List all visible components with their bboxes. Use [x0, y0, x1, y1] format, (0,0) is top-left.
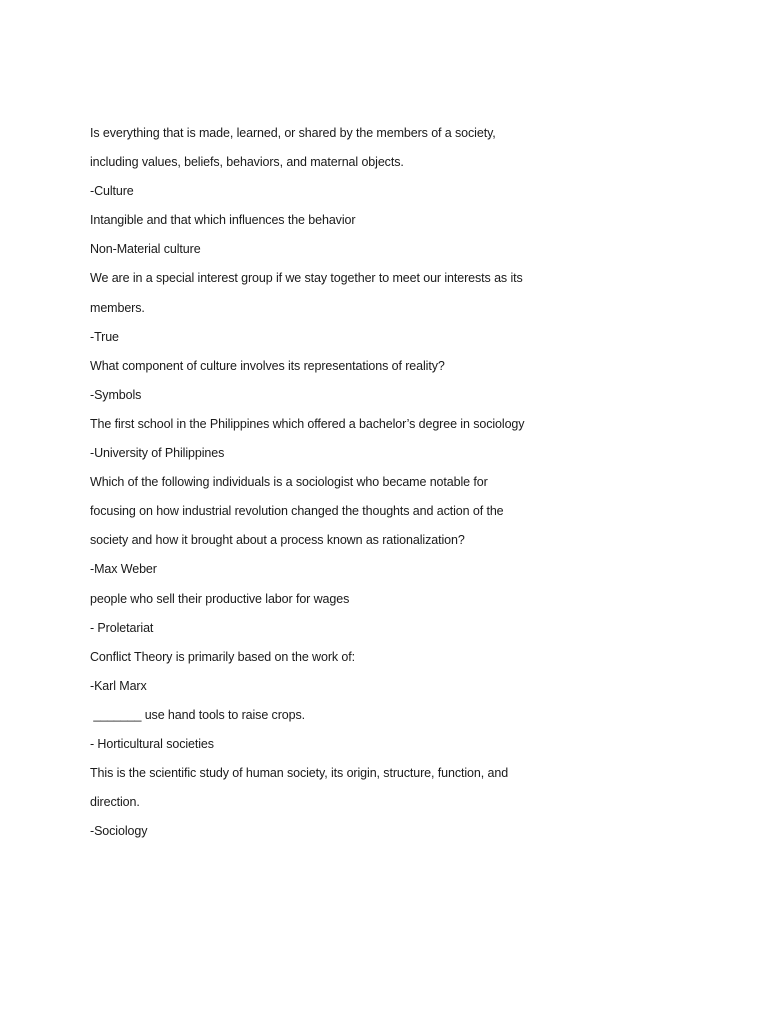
question-line: We are in a special interest group if we stay together to meet our interests as its [90, 271, 523, 286]
question-line: The first school in the Philippines which offered a bachelor’s degree in sociology [90, 416, 525, 431]
question-line: Is everything that is made, learned, or shared by the members of a society, [90, 126, 496, 140]
question-line: focusing on how industrial revolution changed the thoughts and action of the [90, 504, 504, 519]
question-line: Which of the following individuals is a sociologist who became notable for [90, 475, 488, 490]
answer-line: -Culture [90, 184, 134, 199]
question-line: _______ use hand tools to raise crops. [90, 707, 305, 722]
answer-line: - Horticultural societies [90, 736, 214, 751]
answer-line: -University of Philippines [90, 446, 225, 461]
question-line: members. [90, 300, 145, 315]
document-body [90, 119, 560, 846]
answer-line: -Karl Marx [90, 678, 147, 693]
question-line: What component of culture involves its representations of reality? [90, 358, 445, 373]
question-line: Conflict Theory is primarily based on the work of: [90, 649, 356, 664]
answer-line: -Sociology [90, 824, 148, 839]
question-line: Intangible and that which influences the behavior [90, 213, 356, 228]
answer-line: -True [90, 329, 119, 344]
answer-line: -Max Weber [90, 562, 157, 577]
question-line: including values, beliefs, behaviors, and maternal objects. [90, 155, 404, 170]
answer-line: Non-Material culture [90, 242, 201, 257]
question-line: people who sell their productive labor for wages [90, 591, 350, 606]
answer-line: -Symbols [90, 387, 142, 402]
question-line: direction. [90, 795, 140, 810]
question-line: This is the scientific study of human society, its origin, structure, function, and [90, 766, 509, 781]
question-line: society and how it brought about a process known as rationalization? [90, 533, 465, 548]
answer-line: - Proletariat [90, 620, 154, 635]
